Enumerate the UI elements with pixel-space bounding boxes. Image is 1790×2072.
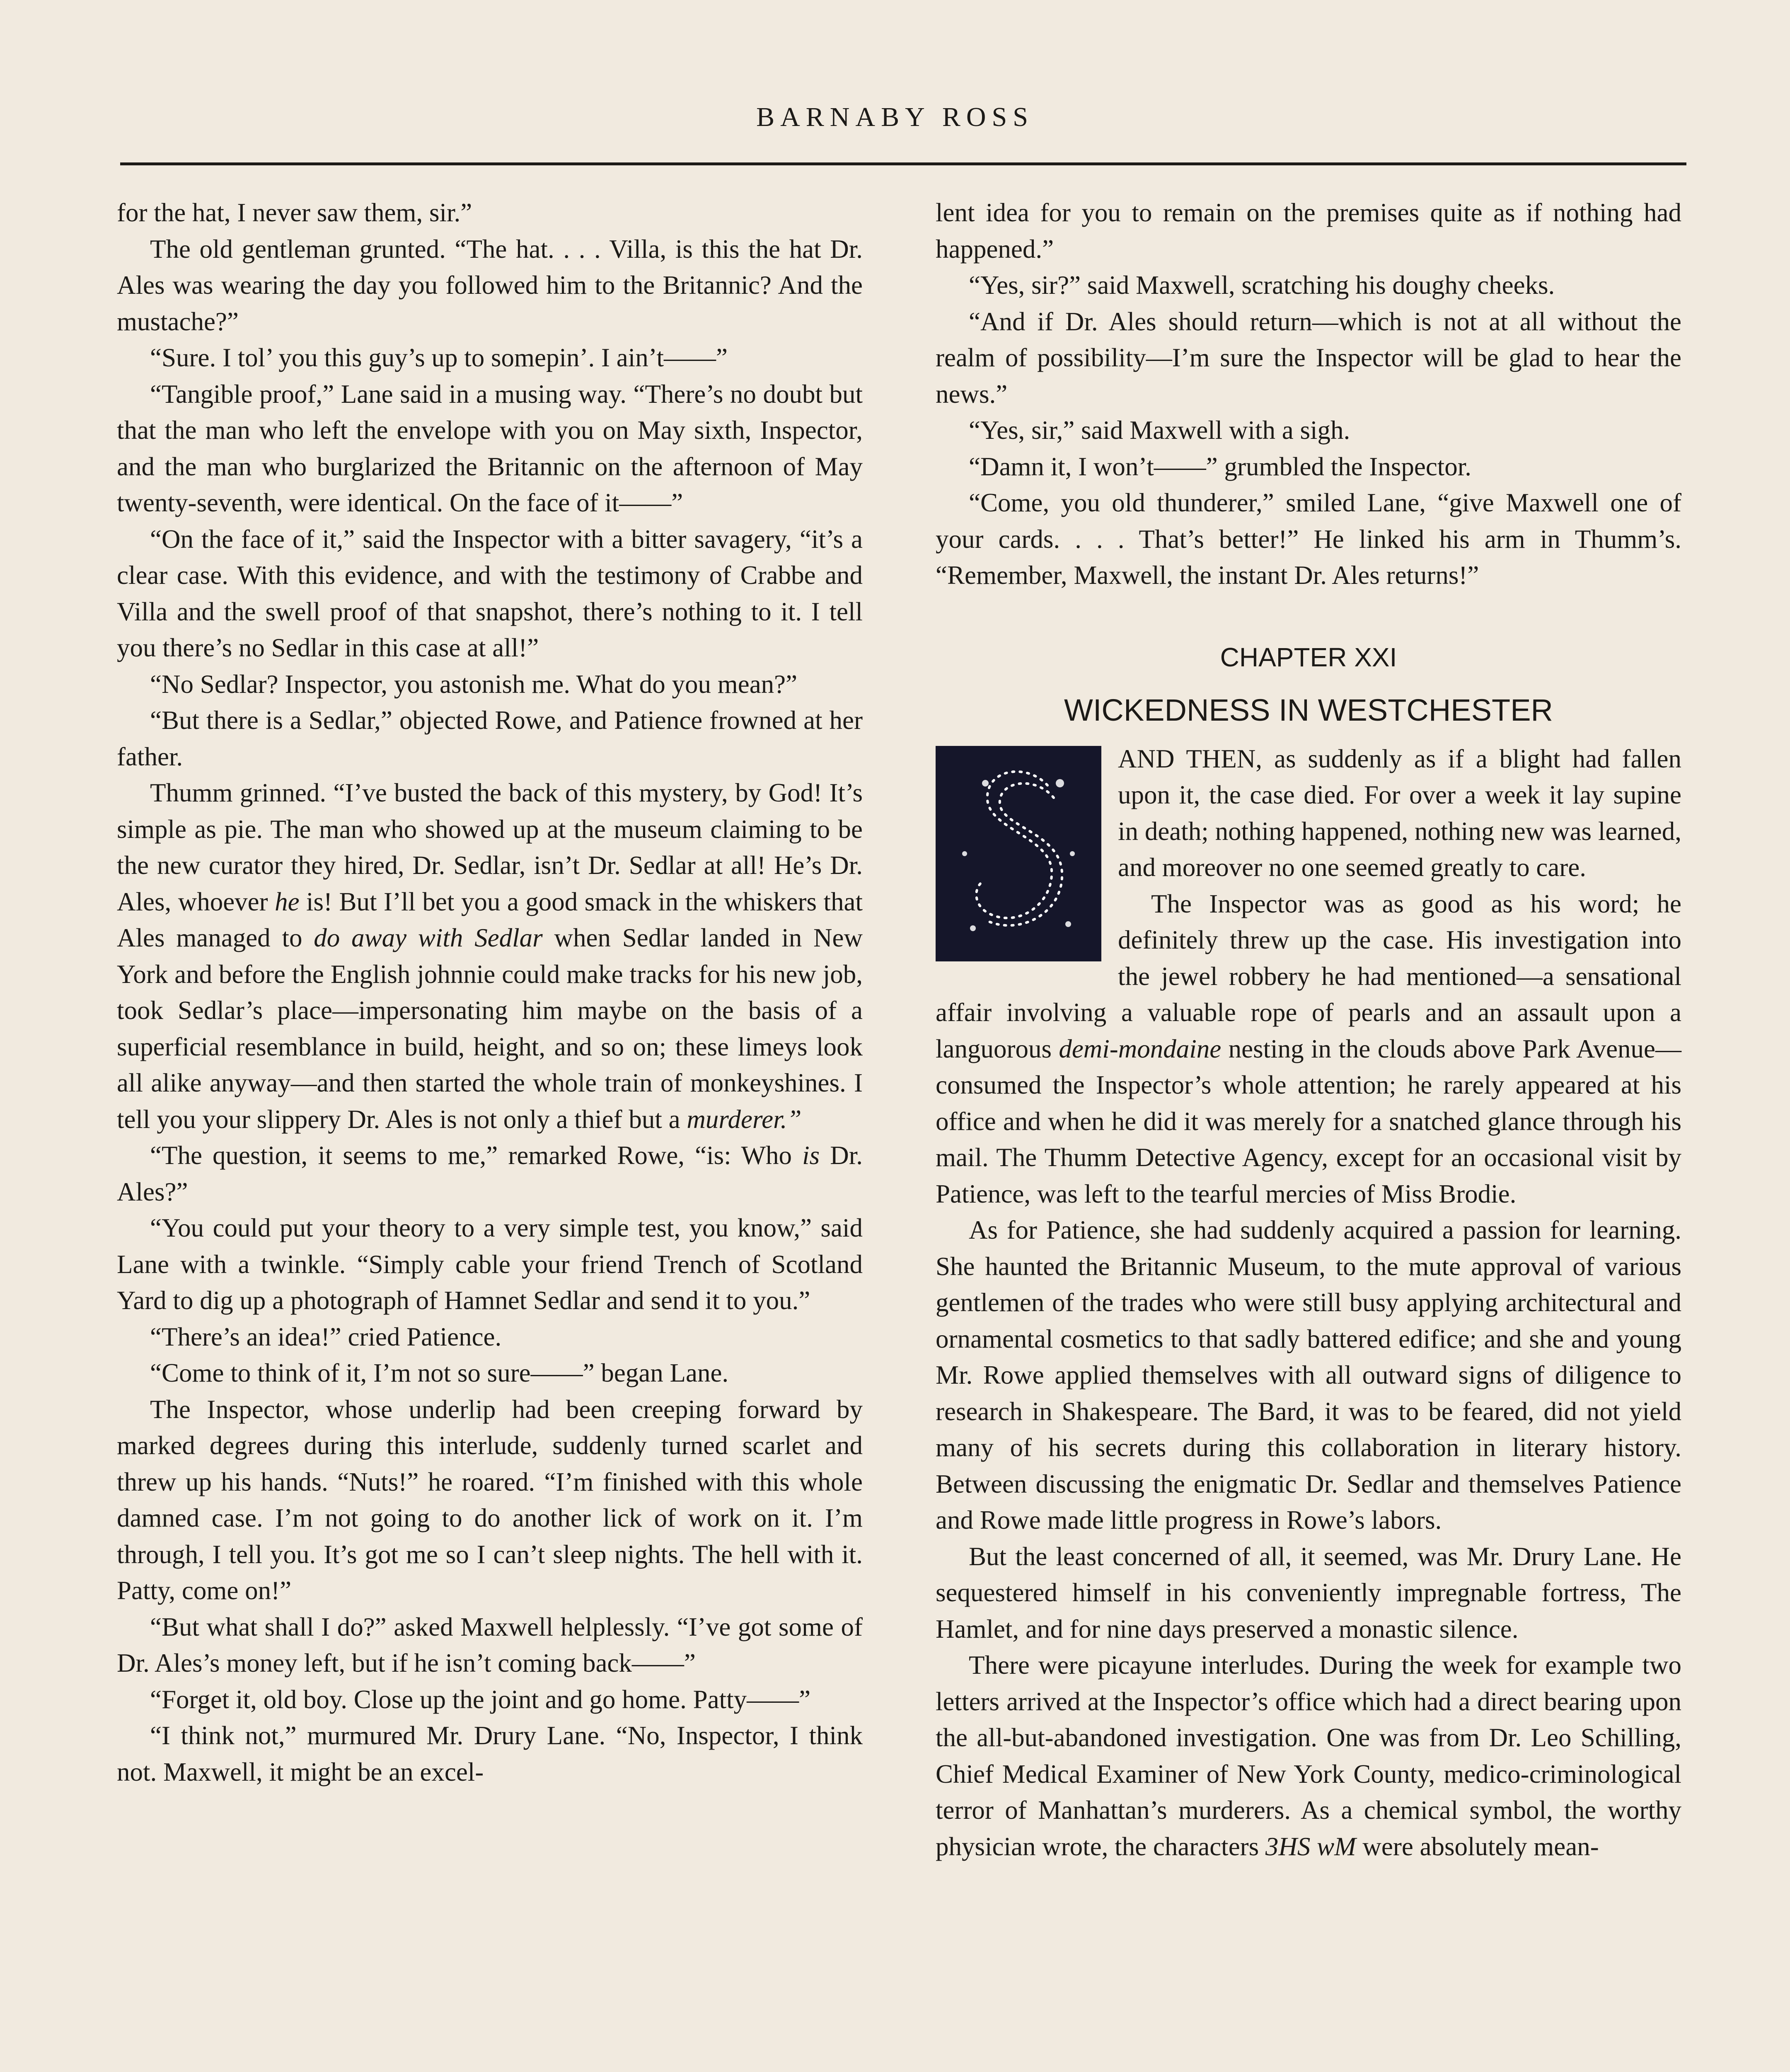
- running-header: BARNABY ROSS: [756, 102, 1034, 132]
- dropcap-initial: [936, 746, 1101, 961]
- paragraph: “Tangible proof,” Lane said in a musing way. “There’s no doubt but that the man who left the envelope with you on May sixth, Inspector, and the man who burglarized the Britannic on the afternoon of May twenty-seventh, were identical. On the face of it——”: [117, 379, 863, 517]
- paragraph: “Come to think of it, I’m not so sure——” began Lane.: [150, 1358, 729, 1387]
- pearl-letter-icon: [936, 746, 1101, 961]
- paragraph: “And if Dr. Ales should return—which is not at all without the realm of possibility—I’m sure the Inspector will be glad to hear the news.”: [936, 307, 1681, 409]
- paragraph: “You could put your theory to a very simple test, you know,” said Lane with a twinkle. “Simply cable your friend Trench of Scotland Yard to dig up a photograph of Hamnet Sedlar and send it to you.”: [117, 1213, 863, 1315]
- paragraph: “Damn it, I won’t——” grumbled the Inspector.: [969, 452, 1472, 481]
- chapter-title: WICKEDNESS IN WESTCHESTER: [1064, 693, 1553, 727]
- paragraph: “Yes, sir?” said Maxwell, scratching his doughy cheeks.: [969, 271, 1555, 300]
- paragraph: But the least concerned of all, it seemed, was Mr. Drury Lane. He sequestered himself in his conveniently impregnable fortress, The Hamlet, and for nine days preserved a monastic silence.: [936, 1542, 1681, 1644]
- paragraph: “On the face of it,” said the Inspector with a bitter savagery, “it’s a clear case. With this evidence, and with the testimony of Crabbe and Villa and the swell proof of that snapshot, there’s nothing to it. I tell you there’s no Sedlar in this case at all!”: [117, 524, 863, 662]
- paragraph: “Yes, sir,” said Maxwell with a sigh.: [969, 416, 1350, 445]
- paragraph: “The question, it seems to me,” remarked Rowe, “is: Who is Dr. Ales?”: [117, 1141, 863, 1206]
- paragraph: “I think not,” murmured Mr. Drury Lane. “No, Inspector, I think not. Maxwell, it might be an excel-: [117, 1721, 863, 1786]
- paragraph: As for Patience, she had suddenly acquired a passion for learning. She haunted the Britannic Museum, to the mute approval of various gentlemen of the trades who were still busy applying architectural and ornamental cosmetics to that sadly battered edifice; and she and young Mr. Rowe applied themselves with all outward signs of diligence to research in Shakespeare. The Bard, it was to be feared, did not yield many of his secrets during this collaboration in literary history. Between discussing the enigmatic Dr. Sedlar and themselves Patience and Rowe made little progress in Rowe’s labors.: [936, 1215, 1681, 1535]
- paragraph: The Inspector was as good as his word; he definitely threw up the case. His investigation into the jewel robbery he had mentioned—a sensational affair involving a valuable rope of pearls and an assault upon a languorous demi-mondaine nesting in the clouds above Park Avenue—consumed the Inspector’s whole attention; he rarely appeared at his office and when he did it was merely for a snatched glance through his mail. The Thumm Detective Agency, except for an occasional visit by Patience, was left to the tearful mercies of Miss Brodie.: [936, 889, 1681, 1208]
- paragraph: Thumm grinned. “I’ve busted the back of this mystery, by God! It’s simple as pie. The man who showed up at the museum claiming to be the new curator they hired, Dr. Sedlar, isn’t Dr. Sedlar at all! He’s Dr. Ales, whoever he is! But I’ll bet you a good smack in the whiskers that Ales managed to do away with Sedlar when Sedlar landed in New York and before the English johnnie could make tracks for his new job, took Sedlar’s place—impersonating him maybe on the basis of a superficial resemblance in build, height, and so on; these limeys look all alike anyway—and then started the whole train of monkeyshines. I tell you your slippery Dr. Ales is not only a thief but a murderer.”: [117, 778, 863, 1134]
- left-column: [117, 195, 863, 1790]
- svg-text:S: S: [1017, 867, 1020, 871]
- header-rule: [120, 162, 1686, 165]
- paragraph: The old gentleman grunted. “The hat. . . . Villa, is this the hat Dr. Ales was wearing the day you followed him to the Britannic? And the mustache?”: [117, 234, 863, 336]
- paragraph: lent idea for you to remain on the premises quite as if nothing had happened.”: [936, 198, 1681, 264]
- paragraph: “But what shall I do?” asked Maxwell helplessly. “I’ve got some of Dr. Ales’s money left, but if he isn’t coming back——”: [117, 1612, 863, 1677]
- paragraph: “No Sedlar? Inspector, you astonish me. What do you mean?”: [150, 669, 798, 699]
- chapter-label: CHAPTER XXI: [1220, 642, 1397, 672]
- paragraph: AND THEN, as suddenly as if a blight had fallen upon it, the case died. For over a week it lay supine in death; nothing happened, nothing new was learned, and moreover no one seemed greatly to care.: [1118, 744, 1681, 882]
- paragraph: “But there is a Sedlar,” objected Rowe, and Patience frowned at her father.: [117, 706, 863, 771]
- paragraph: “Sure. I tol’ you this guy’s up to somepin’. I ain’t——”: [150, 343, 728, 372]
- paragraph: for the hat, I never saw them, sir.”: [117, 198, 472, 227]
- paragraph: “Forget it, old boy. Close up the joint and go home. Patty——”: [150, 1685, 811, 1714]
- paragraph: There were picayune interludes. During the week for example two letters arrived at the Inspector’s office which had a direct bearing upon the all-but-abandoned investigation. One was from Dr. Leo Schilling, Chief Medical Examiner of New York County, medico-criminological terror of Manhattan’s murderers. As a chemical symbol, the worthy physician wrote, the characters 3HS wM were absolutely mean-: [936, 1651, 1681, 1861]
- paragraph: “Come, you old thunderer,” smiled Lane, “give Maxwell one of your cards. . . . That’s better!” He linked his arm in Thumm’s. “Remember, Maxwell, the instant Dr. Ales returns!”: [936, 488, 1681, 590]
- right-column: [936, 195, 1681, 1865]
- paragraph: The Inspector, whose underlip had been creeping forward by marked degrees during this interlude, suddenly turned scarlet and threw up his hands. “Nuts!” he roared. “I’m finished with this whole damned case. I’m not going to do another lick of work on it. I’m through, I tell you. It’s got me so I can’t sleep nights. The hell with it. Patty, come on!”: [117, 1394, 863, 1605]
- paragraph: “There’s an idea!” cried Patience.: [150, 1322, 502, 1351]
